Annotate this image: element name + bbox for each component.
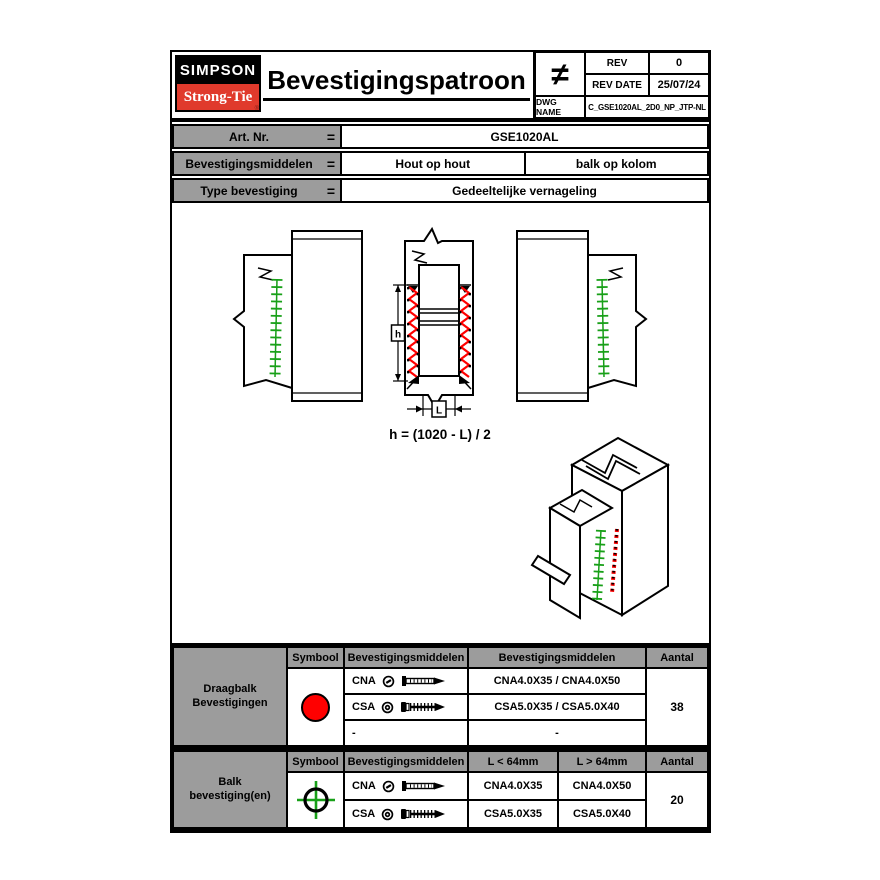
cna-head-icon	[382, 675, 395, 688]
simpson-strongtie-logo	[175, 55, 261, 112]
table2-csa-lt-value: CSA5.0X35	[469, 801, 557, 827]
table2-header-aantal: Aantal	[647, 752, 707, 771]
art-nr-row	[172, 124, 709, 149]
not-equal-icon: ≠	[535, 52, 585, 96]
green-crosshair-symbol-icon	[295, 779, 337, 821]
csa-head-icon	[381, 808, 394, 821]
art-nr-value: GSE1020AL	[340, 124, 709, 149]
cna-head-icon	[382, 780, 395, 793]
isometric-view	[532, 438, 668, 618]
art-nr-label: Art. Nr. =	[172, 124, 342, 149]
table2-cna-gt-value: CNA4.0X50	[559, 773, 645, 799]
table2-row-label: Balk bevestiging(en)	[174, 752, 286, 827]
red-circle-symbol-icon	[301, 693, 330, 722]
registered-mark: ®	[254, 106, 259, 112]
side-view-right	[517, 231, 646, 401]
logo-simpson: SIMPSON	[177, 57, 259, 83]
table2-header-l-gt-64: L > 64mm	[559, 752, 645, 771]
table2-cna-cell: CNA	[345, 773, 467, 799]
rev-date-label: REV DATE	[585, 74, 649, 96]
table1-cna-value: CNA4.0X35 / CNA4.0X50	[469, 669, 645, 693]
table1-header-aantal: Aantal	[647, 648, 707, 667]
table2-header-bevestigingsmiddelen: Bevestigingsmiddelen	[345, 752, 467, 771]
bevestigingsmiddelen-value-1: Hout op hout	[340, 151, 526, 176]
table2-header-symbool: Symbool	[288, 752, 343, 771]
bevestigingsmiddelen-label: Bevestigingsmiddelen =	[172, 151, 342, 176]
side-view-left	[234, 231, 362, 401]
balk-bevestigingen-table	[172, 747, 709, 829]
table2-header-l-lt-64: L < 64mm	[469, 752, 557, 771]
type-bevestiging-label: Type bevestiging =	[172, 178, 342, 203]
dwg-name-value: C_GSE1020AL_2D0_NP_JTP-NL	[585, 96, 709, 118]
formula-h: h = (1020 - L) / 2	[389, 427, 491, 442]
table1-header-bevestigingsmiddelen-2: Bevestigingsmiddelen	[469, 648, 645, 667]
table1-header-bevestigingsmiddelen: Bevestigingsmiddelen	[345, 648, 467, 667]
table1-cna-cell: CNA	[345, 669, 467, 693]
bevestigingsmiddelen-value-2: balk op kolom	[524, 151, 710, 176]
balk-symbol-cell	[288, 773, 343, 827]
table1-header-symbool: Symbool	[288, 648, 343, 667]
rev-value: 0	[649, 52, 709, 74]
table2-cna-lt-value: CNA4.0X35	[469, 773, 557, 799]
table1-dash-value: -	[469, 721, 645, 745]
rev-date-value: 25/07/24	[649, 74, 709, 96]
table1-aantal-value: 38	[647, 669, 707, 745]
rev-label: REV	[585, 52, 649, 74]
draagbalk-symbol-cell	[288, 669, 343, 745]
table2-aantal-value: 20	[647, 773, 707, 827]
revision-block	[533, 52, 709, 118]
table1-row-label: Draagbalk Bevestigingen	[174, 648, 286, 745]
equals-sign: =	[326, 182, 335, 199]
front-view	[392, 229, 474, 417]
nail-icon	[401, 673, 447, 689]
draagbalk-bevestigingen-table	[172, 643, 709, 747]
equals-sign: =	[326, 128, 335, 145]
bevestigingsmiddelen-row	[172, 151, 709, 176]
table2-csa-cell: CSA	[345, 801, 467, 827]
csa-head-icon	[381, 701, 394, 714]
type-bevestiging-value: Gedeeltelijke vernageling	[340, 178, 709, 203]
screw-icon	[400, 806, 446, 822]
table1-csa-cell: CSA	[345, 695, 467, 719]
fastening-pattern-drawing	[172, 199, 709, 643]
logo-strongtie: Strong-Tie	[177, 84, 259, 110]
equals-sign: =	[326, 155, 335, 172]
table2-csa-gt-value: CSA5.0X40	[559, 801, 645, 827]
dwg-name-label: DWG NAME	[535, 96, 585, 118]
dim-l-label: L	[435, 405, 443, 417]
table1-dash-cell: -	[345, 721, 467, 745]
nail-icon	[401, 778, 447, 794]
title-block	[172, 52, 709, 122]
screw-icon	[400, 699, 446, 715]
page-title: Bevestigingspatroon	[263, 65, 530, 101]
dim-h-label: h	[394, 329, 402, 341]
table1-csa-value: CSA5.0X35 / CSA5.0X40	[469, 695, 645, 719]
drawing-sheet	[170, 50, 711, 833]
